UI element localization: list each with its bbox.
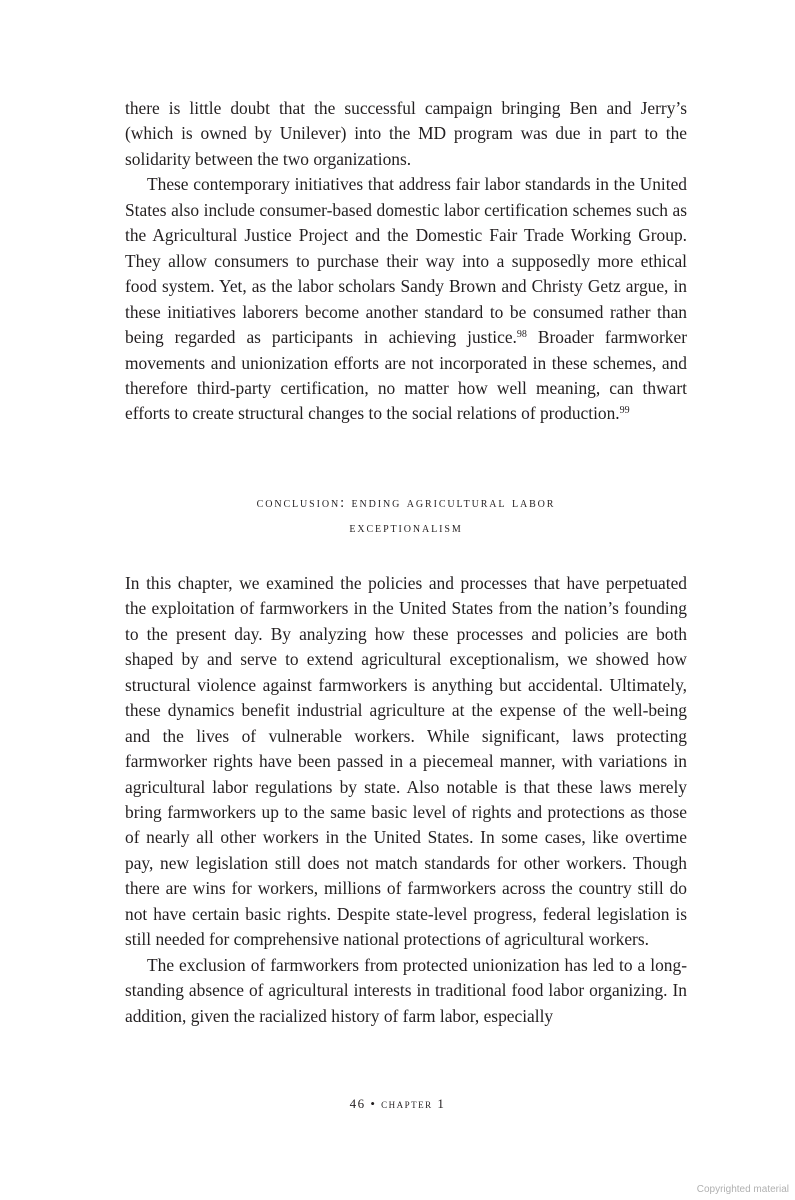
- section-heading-line-1: conclusion: ending agricultural labor: [256, 494, 556, 511]
- paragraph-continued: [125, 96, 687, 172]
- paragraph-text: The exclusion of farmworkers from protected unionization has led to a long-standing absence of agricultural interests in traditional food labor organizing. In addition, given the racialized history of farm labor, especially: [125, 954, 687, 1026]
- paragraph-text: there is little doubt that the successful campaign bringing Ben and Jerry’s (which is owned by Unilever) into the MD program was due in part to the solidarity between the two organizations.: [125, 98, 687, 169]
- page-footer: [0, 1096, 795, 1112]
- paragraph-text: Broader farmworker movements and unionization efforts are not incorporated in these schemes, and therefore third-party certification, no matter how well meaning, can thwart efforts to create structural changes to the social relations of production.: [125, 327, 687, 424]
- footnote-ref-98[interactable]: 98: [516, 329, 527, 341]
- body-text: [125, 96, 687, 1029]
- copyright-watermark: Copyrighted material: [696, 1184, 789, 1195]
- paragraph-certification: [125, 172, 687, 427]
- paragraph-text: These contemporary initiatives that address fair labor standards in the United States also include consumer-based domestic labor certification schemes such as the Agricultural Justice Project and the Domestic Fair Trade Working Group. They allow consumers to purchase their way into a supposedly more ethical food system. Yet, as the labor scholars Sandy Brown and Christy Getz argue, in these initiatives laborers become another standard to be consumed rather than being regarded as participants in achieving justice.: [125, 174, 687, 348]
- paragraph-text: In this chapter, we examined the policies and processes that have perpetuated the exploitation of farmworkers in the United States from the nation’s founding to the present day. By analyzing how these processes and policies are both shaped by and serve to extend agricultural exceptionalism, we showed how structural violence against farmworkers is anything but accidental. Ultimately, these dynamics benefit industrial agriculture at the expense of the well-being and the lives of vulnerable workers. While significant, laws protecting farmworker rights have been passed in a piecemeal manner, with variations in agricultural labor regulations by state. Also notable is that these laws merely bring farmworkers up to the same basic level of rights and protections as those of nearly all other workers in the United States. In some cases, like overtime pay, new legislation still does not match standards for other workers. Though there are wins for workers, millions of farmworkers across the country still do not have certain basic rights. Despite state-level progress, federal legislation is still needed for comprehensive national protections of agricultural workers.: [125, 572, 687, 950]
- footer-separator: •: [370, 1096, 377, 1111]
- section-heading: [125, 491, 687, 541]
- paragraph-exclusion: [125, 953, 687, 1029]
- footnote-ref-99[interactable]: 99: [619, 405, 630, 417]
- section-heading-line-2: exceptionalism: [349, 519, 463, 536]
- paragraph-conclusion: [125, 571, 687, 953]
- chapter-label: chapter 1: [381, 1096, 446, 1111]
- page-number: 46: [349, 1096, 366, 1111]
